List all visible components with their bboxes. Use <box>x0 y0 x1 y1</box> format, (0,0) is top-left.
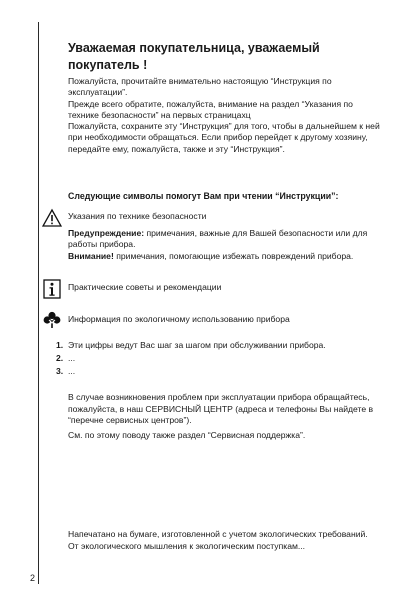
intro-paragraph-1: Пожалуйста, прочитайте внимательно настоящую “Инструкция по эксплуатации”. <box>68 76 332 98</box>
footer-note <box>68 529 386 552</box>
warning-triangle-icon <box>42 208 62 228</box>
intro-paragraph-3: Пожалуйста, сохраните эту “Инструкция” для того, чтобы в дальнейшем к ней при необходимости обращаться. Если прибор перейдет к другому хозяину, передайте ему, пожалуйста, также и эту “Инструкция”. <box>68 121 380 154</box>
title-line-2: покупатель ! <box>68 58 148 72</box>
tips-text: Практические советы и рекомендации <box>68 282 222 292</box>
symbols-heading: Следующие символы помогут Вам при чтении “Инструкции”: <box>68 191 339 201</box>
warning-note <box>68 228 386 251</box>
eco-text: Информация по экологичному использованию прибора <box>68 314 290 324</box>
service-info <box>68 392 386 444</box>
safety-heading: Указания по технике безопасности <box>68 211 207 221</box>
attention-label: Внимание! <box>68 250 114 261</box>
steps-list <box>56 339 396 378</box>
title-line-1: Уважаемая покупательница, уважаемый <box>68 41 320 55</box>
warning-text: примечания, важные для Вашей безопасности или для работы прибора. <box>68 227 368 249</box>
margin-rule <box>38 22 39 584</box>
step-number: 1. <box>56 340 64 350</box>
footer-paragraph-1: Напечатано на бумаге, изготовленной с учетом экологических требований. <box>68 529 368 539</box>
safety-section <box>68 211 386 262</box>
step-number: 2. <box>56 353 64 363</box>
footer-paragraph-2: От экологического мышления к экологическим поступкам... <box>68 540 306 551</box>
step-text: ... <box>68 366 76 376</box>
page-number: 2 <box>30 573 36 583</box>
attention-text: примечания, помогающие избежать повреждений прибора. <box>113 250 354 261</box>
list-item <box>56 365 396 378</box>
step-text: ... <box>68 353 76 363</box>
eco-clover-icon <box>42 310 62 330</box>
step-text: Эти цифры ведут Вас шаг за шагом при обслуживании прибора. <box>68 340 326 350</box>
step-number: 3. <box>56 366 64 376</box>
page-title <box>68 40 386 74</box>
intro-text <box>68 76 386 155</box>
info-i-icon <box>42 279 62 299</box>
list-item <box>56 352 396 365</box>
service-paragraph-2: См. по этому поводу также раздел “Сервисная поддержка”. <box>68 429 306 440</box>
warning-label: Предупреждение: <box>68 227 145 238</box>
service-paragraph-1: В случае возникновения проблем при эксплуатации прибора обращайтесь, пожалуйста, в наш СЕРВИСНЫЙ ЦЕНТР (адреса и телефоны Вы найдете в “перечне сервисных центров”). <box>68 392 374 425</box>
attention-note <box>68 251 386 263</box>
intro-paragraph-2: Прежде всего обратите, пожалуйста, внимание на раздел “Указания по технике безопасности” на первых страницахц <box>68 98 353 120</box>
list-item <box>56 339 396 352</box>
